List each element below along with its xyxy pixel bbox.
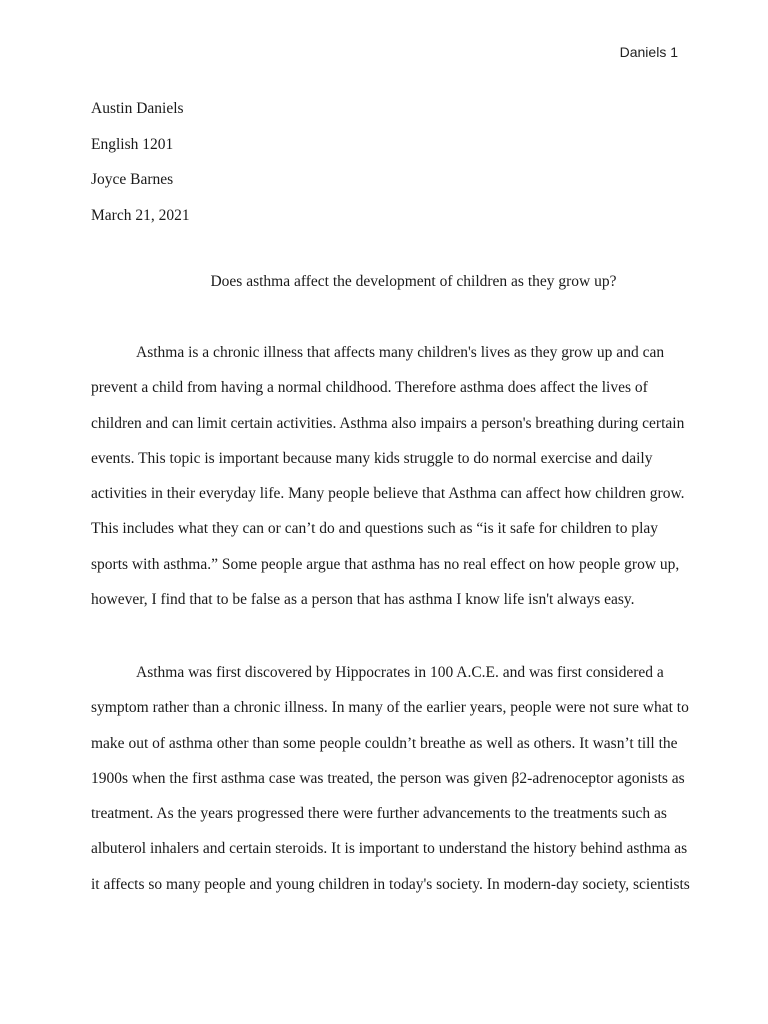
paragraph-line: Asthma was first discovered by Hippocrates in 100 A.C.E. and was first considered a — [136, 664, 664, 681]
date-line: March 21, 2021 — [91, 206, 190, 224]
paragraph-line: sports with asthma.” Some people argue that asthma has no real effect on how people grow up, — [91, 555, 680, 573]
mla-heading — [91, 91, 681, 233]
course-name: English 1201 — [91, 135, 174, 153]
paragraph-line: albuterol inhalers and certain steroids. It is important to understand the history behind asthma as — [91, 840, 688, 858]
paragraph-line: treatment. As the years progressed there were further advancements to the treatments such as — [91, 805, 667, 823]
paragraph-line: 1900s when the first asthma case was treated, the person was given β2-adrenoceptor agonists as — [91, 769, 685, 787]
paragraph-line: This includes what they can or can’t do and questions such as “is it safe for children to play — [91, 520, 659, 538]
paragraph-1 — [91, 335, 691, 617]
running-header: Daniels 1 — [619, 44, 678, 60]
paragraph-line: make out of asthma other than some people couldn’t breathe as well as others. It wasn’t till the — [91, 734, 678, 752]
author-name: Austin Daniels — [91, 100, 184, 117]
paragraph-line: children and can limit certain activities. Asthma also impairs a person's breathing during certain — [91, 414, 685, 432]
instructor-name: Joyce Barnes — [91, 171, 174, 188]
paragraph-line: symptom rather than a chronic illness. In many of the earlier years, people were not sure what to — [91, 699, 689, 717]
essay-title: Does asthma affect the development of children as they grow up? — [210, 273, 617, 290]
paragraph-line: however, I find that to be false as a person that has asthma I know life isn't always easy. — [91, 591, 635, 609]
paragraph-line: it affects so many people and young children in today's society. In modern-day society, scientists — [91, 875, 690, 893]
paragraph-line: activities in their everyday life. Many people believe that Asthma can affect how children grow. — [91, 485, 685, 503]
paragraph-line: Asthma is a chronic illness that affects many children's lives as they grow up and can — [136, 344, 665, 361]
paragraph-line: events. This topic is important because many kids struggle to do normal exercise and daily — [91, 449, 653, 467]
paragraph-line: prevent a child from having a normal childhood. Therefore asthma does affect the lives of — [91, 379, 648, 397]
paragraph-2 — [91, 655, 691, 902]
